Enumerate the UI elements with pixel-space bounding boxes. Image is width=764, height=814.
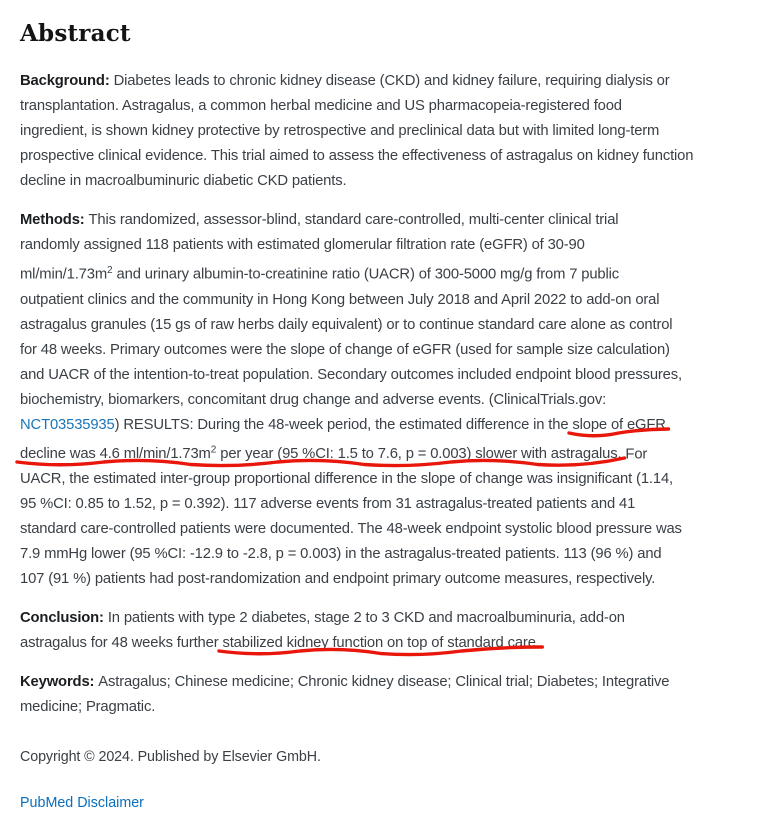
red-underlined-text — [20, 446, 621, 462]
text-run: ingredient, is shown kidney protective by retrospective and preclinical data but with limited long-term — [20, 123, 660, 139]
text-line — [20, 670, 744, 695]
text-run: 95 %CI: 0.85 to 1.52, p = 0.392). 117 adverse events from 31 astragalus-treated patients and 41 — [20, 496, 636, 512]
text-run: per year (95 %CI: 1.5 to 7.6, p = 0.003) slower with astragalus. — [216, 446, 622, 462]
text-run: outpatient clinics and the community in Hong Kong between July 2018 and April 2022 to add-on oral — [20, 291, 660, 308]
text-run: 7.9 mmHg lower (95 %CI: -12.9 to -2.8, p = 0.003) in the astragalus-treated patients. 113 (96 %) and — [20, 546, 662, 562]
text-line — [20, 94, 744, 119]
text-line — [20, 233, 744, 258]
superscript: 2 — [107, 265, 113, 276]
paragraph-methods — [20, 208, 744, 592]
text-run: biochemistry, biomarkers, concomitant drug change and adverse events. (ClinicalTrials.gov: — [20, 391, 607, 408]
text-run: This randomized, assessor-blind, standard care-controlled, multi-center clinical trial — [88, 212, 619, 228]
pubmed-disclaimer-link[interactable]: PubMed Disclaimer — [20, 795, 144, 811]
text-run: In patients with type 2 diabetes, stage 2 to 3 CKD and macroalbuminuria, add-on — [107, 610, 625, 626]
section-label: Background: — [20, 73, 114, 89]
text-line — [20, 313, 744, 338]
copyright-notice: Copyright © 2024. Published by Elsevier GmbH. — [20, 749, 321, 765]
text-run: standard care-controlled patients were documented. The 48-week endpoint systolic blood pressure was — [20, 521, 682, 537]
text-line — [20, 388, 744, 413]
text-line — [20, 695, 744, 720]
abstract-heading: Abstract — [20, 20, 131, 47]
text-run: randomly assigned 118 patients with estimated glomerular filtration rate (eGFR) of 30-90 — [20, 237, 585, 253]
paragraph-conclusion — [20, 606, 744, 656]
text-line — [20, 413, 744, 438]
text-run: ml/min/1.73m — [20, 266, 108, 283]
section-label: Methods: — [20, 212, 89, 228]
text-line — [20, 438, 744, 468]
text-line — [20, 492, 744, 517]
paragraph-background — [20, 69, 744, 194]
text-run: for 48 weeks. Primary outcomes were the slope of change of eGFR (used for sample size calculation) — [20, 341, 670, 358]
text-line — [20, 144, 744, 169]
text-line — [20, 338, 744, 363]
section-label: Conclusion: — [20, 610, 108, 626]
text-line — [20, 69, 744, 94]
text-run: decline in macroalbuminuric diabetic CKD patients. — [20, 173, 347, 189]
text-line — [20, 542, 744, 567]
text-run: Diabetes leads to chronic kidney disease (CKD) and kidney failure, requiring dialysis or — [113, 73, 670, 89]
red-underlined-text — [222, 635, 539, 651]
text-line — [20, 363, 744, 388]
text-line — [20, 517, 744, 542]
text-run: prospective clinical evidence. This trial aimed to assess the effectiveness of astragalus on kidney function — [20, 148, 694, 164]
text-line — [20, 169, 744, 194]
section-label: Keywords: — [20, 674, 99, 690]
abstract-section — [20, 20, 744, 814]
nct-link[interactable]: NCT03535935 — [20, 416, 115, 433]
text-line — [20, 258, 744, 288]
text-run: and UACR of the intention-to-treat population. Secondary outcomes included endpoint blood pressures, — [20, 366, 682, 383]
text-run: 107 (91 %) patients had post-randomization and endpoint primary outcome measures, respectively. — [20, 571, 656, 587]
superscript: 2 — [210, 444, 217, 456]
text-line — [20, 288, 744, 313]
red-underlined-text — [572, 417, 665, 433]
abstract-body — [20, 69, 744, 720]
text-run: slope of eGFR — [572, 416, 666, 433]
text-line — [20, 606, 744, 631]
text-line — [20, 208, 744, 233]
text-run: medicine; Pragmatic. — [20, 699, 156, 715]
text-line — [20, 119, 744, 144]
text-run: stabilized kidney function on top of standard care. — [222, 635, 540, 651]
text-run: Astragalus; Chinese medicine; Chronic kidney disease; Clinical trial; Diabetes; Integrative — [98, 674, 670, 690]
text-run: astragalus for 48 weeks further — [20, 635, 223, 651]
text-run: For — [621, 446, 648, 462]
text-run: and urinary albumin-to-creatinine ratio (UACR) of 300-5000 mg/g from 7 public — [112, 266, 620, 283]
paragraph-keywords — [20, 670, 744, 720]
text-run: UACR, the estimated inter-group proportional difference in the slope of change was insignificant (1.14, — [20, 471, 673, 487]
text-run: ) RESULTS: During the 48-week period, the estimated difference in the — [114, 416, 573, 433]
text-run: transplantation. Astragalus, a common herbal medicine and US pharmacopeia-registered food — [20, 98, 622, 114]
text-line — [20, 467, 744, 492]
text-run: decline was 4.6 ml/min/1.73m — [20, 446, 211, 462]
disclaimer-row — [20, 792, 744, 814]
text-line — [20, 631, 744, 656]
text-run: astragalus granules (15 gs of raw herbs daily equivalent) or to continue standard care alone as control — [20, 316, 673, 333]
text-line — [20, 567, 744, 592]
